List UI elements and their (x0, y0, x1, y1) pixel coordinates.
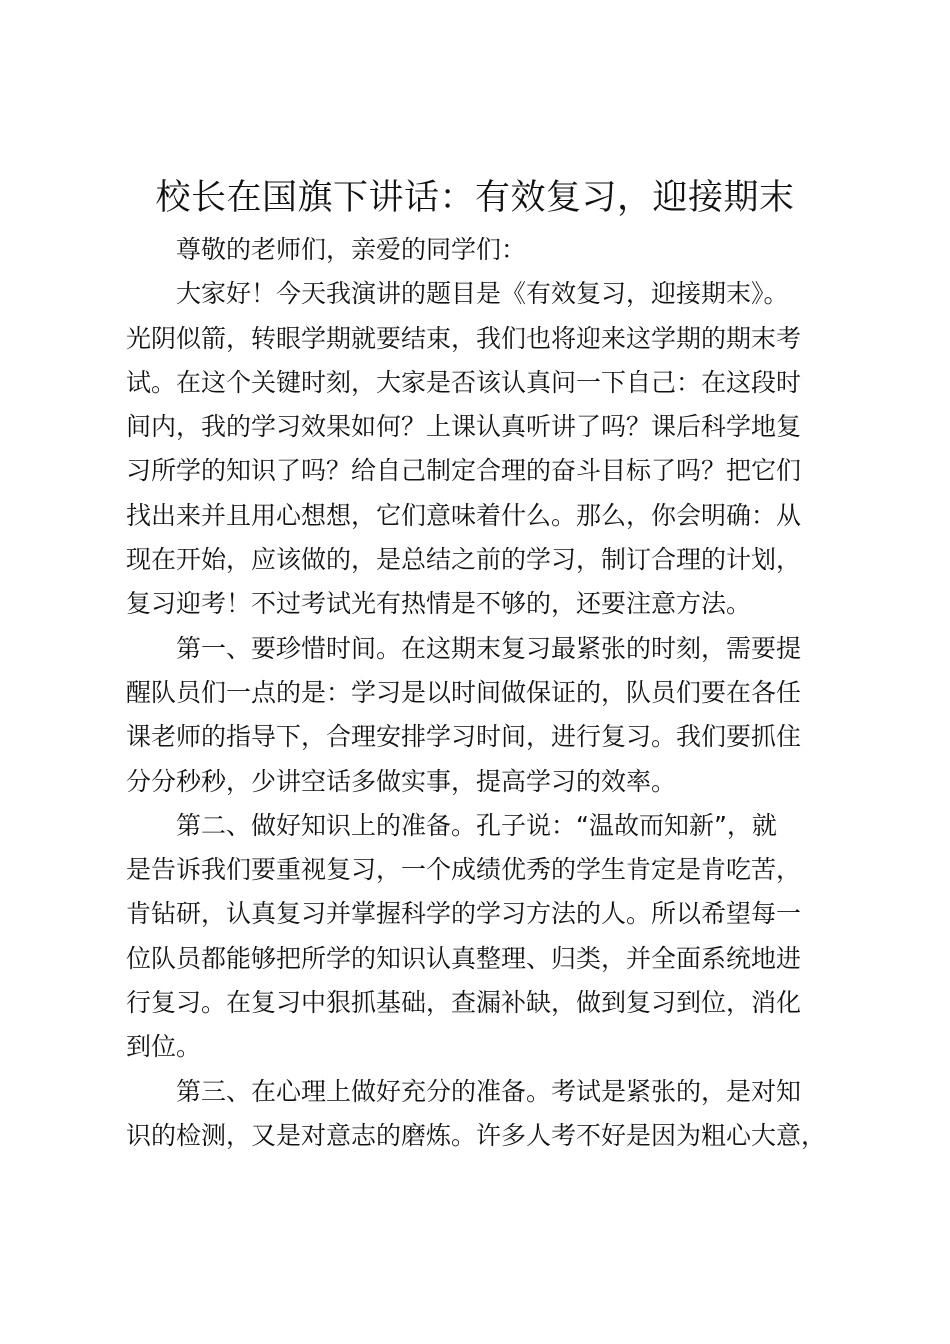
paragraph-line: 课老师的指导下，合理安排学习时间，进行复习。我们要抓住 (126, 722, 802, 752)
paragraph-line: 是告诉我们要重视复习，一个成绩优秀的学生肯定是肯吃苦， (126, 855, 802, 885)
paragraph-line: 习所学的知识了吗？给自己制定合理的奋斗目标了吗？把它们 (126, 456, 802, 486)
paragraph-line: 间内，我的学习效果如何？上课认真听讲了吗？课后科学地复 (126, 412, 802, 442)
greeting-paragraph (126, 228, 838, 272)
paragraph-line: 复习迎考！不过考试光有热情是不够的，还要注意方法。 (126, 589, 752, 619)
paragraph-line: 现在开始，应该做的，是总结之前的学习，制订合理的计划， (126, 545, 802, 575)
paragraph-line: 大家好！今天我演讲的题目是《有效复习，迎接期末》。 (176, 279, 789, 309)
third-point-paragraph (126, 1070, 838, 1159)
document-body (126, 228, 838, 1158)
document-title: 校长在国旗下讲话：有效复习，迎接期末 (155, 178, 795, 218)
intro-paragraph (126, 272, 838, 626)
paragraph-line: 分分秒秒，少讲空话多做实事，提高学习的效率。 (126, 766, 677, 796)
paragraph-line: 第一、要珍惜时间。在这期末复习最紧张的时刻，需要提 (176, 633, 802, 663)
paragraph-line: 到位。 (126, 1032, 202, 1062)
paragraph-line: 醒队员们一点的是：学习是以时间做保证的，队员们要在各任 (126, 677, 802, 707)
paragraph-line: 第三、在心理上做好充分的准备。考试是紧张的，是对知 (176, 1076, 802, 1106)
paragraph-line: 光阴似箭，转眼学期就要结束，我们也将迎来这学期的期末考 (126, 323, 802, 353)
paragraph-line: 肯钻研，认真复习并掌握科学的学习方法的人。所以希望每一 (126, 899, 802, 929)
second-point-paragraph (126, 804, 838, 1070)
paragraph-line: 第二、做好知识上的准备。孔子说：“温故而知新”，就 (176, 810, 777, 840)
paragraph-line: 识的检测，又是对意志的磨炼。许多人考不好是因为粗心大意， (126, 1120, 827, 1150)
paragraph-line: 试。在这个关键时刻，大家是否该认真问一下自己：在这段时 (126, 367, 802, 397)
paragraph-line: 行复习。在复习中狠抓基础，查漏补缺，做到复习到位，消化 (126, 988, 802, 1018)
paragraph-line: 尊敬的老师们，亲爱的同学们： (176, 235, 527, 264)
paragraph-line: 位队员都能够把所学的知识认真整理、归类，并全面系统地进 (126, 943, 802, 973)
first-point-paragraph (126, 627, 838, 804)
paragraph-line: 找出来并且用心想想，它们意味着什么。那么，你会明确：从 (126, 500, 802, 530)
